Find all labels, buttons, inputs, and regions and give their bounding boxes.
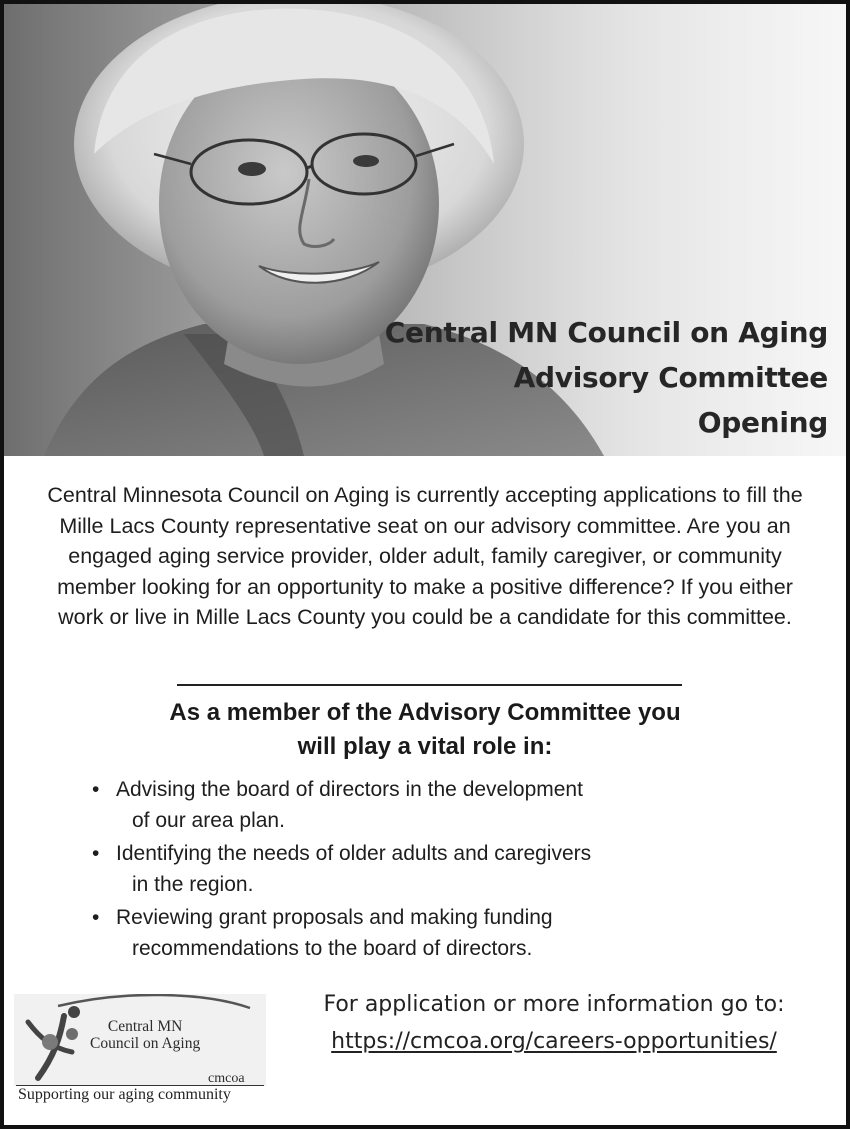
logo-name-line-2: Council on Aging (90, 1035, 201, 1052)
title-line-1: Central MN Council on Aging (384, 316, 828, 349)
roles-heading-line-2: will play a vital role in: (297, 733, 553, 760)
title-line-2: Advisory Committee (513, 361, 828, 394)
logo-wordmark (90, 1018, 200, 1052)
list-item (92, 902, 772, 964)
cta-text: For application or more information go to: (323, 992, 785, 1017)
bullet-icon: • (92, 778, 100, 801)
list-item-line-1: Reviewing grant proposals and making funding (116, 906, 553, 929)
bullet-icon: • (92, 906, 100, 929)
list-item-line-2: recommendations to the board of directors. (132, 937, 533, 960)
hero-photo (4, 4, 846, 456)
roles-list (92, 774, 772, 966)
cmcoa-logo (14, 994, 266, 1108)
roles-heading-line-1: As a member of the Advisory Committee you (169, 699, 681, 726)
section-divider (177, 684, 682, 686)
logo-abbreviation: cmcoa (208, 1071, 245, 1086)
page-title (385, 310, 828, 445)
title-line-3: Opening (697, 406, 828, 439)
application-link[interactable]: https://cmcoa.org/careers-opportunities/ (331, 1029, 777, 1054)
list-item-line-2: in the region. (132, 873, 254, 896)
contact-info (274, 986, 834, 1060)
logo-name-line-1: Central MN (107, 1018, 183, 1035)
logo-tagline: Supporting our aging community (18, 1086, 231, 1103)
list-item-line-1: Identifying the needs of older adults and caregivers (116, 842, 592, 865)
list-item (92, 774, 772, 836)
list-item-line-2: of our area plan. (132, 809, 285, 832)
list-item-line-1: Advising the board of directors in the development (116, 778, 583, 801)
roles-heading (44, 696, 806, 764)
intro-paragraph: Central Minnesota Council on Aging is currently accepting applications to fill the Mille Lacs County representative seat on our advisory committee. Are you an engaged aging service provider, older adult, family caregiver, or community member looking for an opportunity to make a positive difference? If you either work or live in Mille Lacs County you could be a candidate for this committee. (47, 483, 803, 629)
bullet-icon: • (92, 842, 100, 865)
list-item (92, 838, 772, 900)
